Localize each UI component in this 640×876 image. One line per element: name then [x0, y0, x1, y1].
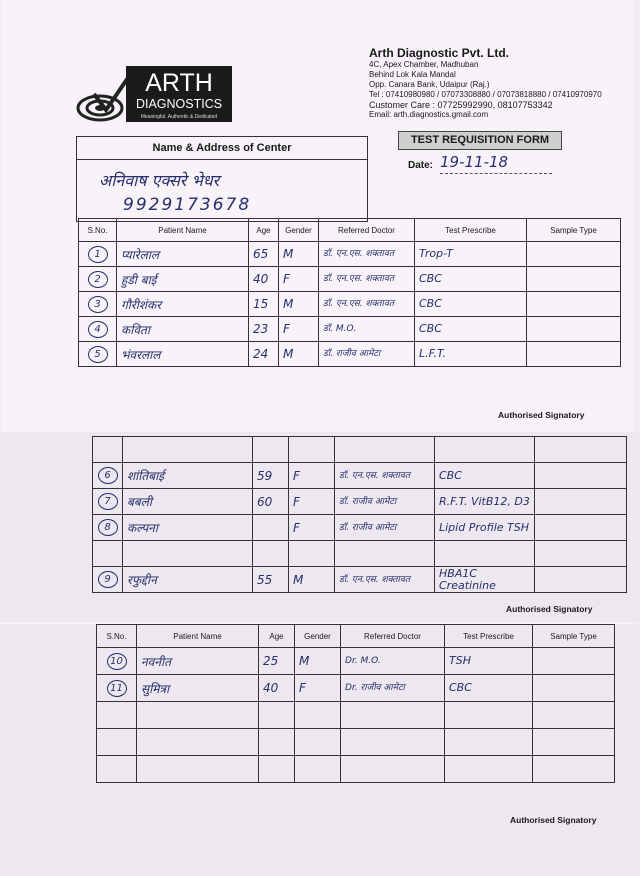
value-referred-doctor: डॉ. एन.एस. शक्तावत [323, 249, 395, 259]
cell-sno [97, 702, 137, 729]
cell-sample-type [535, 515, 627, 541]
header-sno: S.No. [97, 625, 137, 648]
value-age: 65 [253, 247, 269, 261]
value-sno: 5 [88, 346, 108, 363]
table-row [79, 242, 621, 267]
value-age: 59 [257, 468, 273, 483]
header-gender: Gender [279, 219, 319, 242]
value-sno: 11 [107, 680, 127, 697]
value-sno: 7 [98, 493, 118, 510]
cell-gender [279, 267, 319, 292]
cell-gender [295, 648, 341, 675]
header-age: Age [249, 219, 279, 242]
cell-referred-doctor [341, 648, 445, 675]
value-patient-name: हुडी बाई [121, 272, 157, 287]
authorised-signatory-1: Authorised Signatory [498, 410, 585, 420]
value-test-prescribe: R.F.T. VitB12, D3 [439, 494, 530, 508]
value-sno: 3 [88, 296, 108, 313]
value-referred-doctor: डॉ. एन.एस. शक्तावत [339, 470, 411, 481]
patient-table-2 [92, 436, 627, 593]
value-age: 40 [253, 272, 269, 286]
value-referred-doctor: डॉ. राजीव आमेटा [323, 349, 381, 359]
cell-test-prescribe [415, 242, 527, 267]
cell-gender [279, 292, 319, 317]
cell-gender [289, 437, 335, 463]
cell-patient-name [123, 541, 253, 567]
table-row [93, 541, 627, 567]
value-gender: F [293, 520, 300, 535]
value-patient-name: गौरीशंकर [121, 297, 162, 312]
cell-test-prescribe [415, 292, 527, 317]
cell-patient-name [123, 437, 253, 463]
center-name: अनिवाष एक्सरे भेधर [99, 171, 220, 190]
cell-patient-name [137, 648, 259, 675]
value-referred-doctor: डॉ. M.O. [323, 324, 357, 334]
center-phone: 9929173678 [123, 195, 252, 215]
table-row [93, 515, 627, 541]
cell-referred-doctor [319, 242, 415, 267]
cell-sample-type [533, 702, 615, 729]
value-sno: 8 [98, 519, 118, 536]
cell-sample-type [533, 729, 615, 756]
date-underline [440, 173, 552, 174]
arth-logo [76, 64, 236, 126]
cell-sample-type [533, 675, 615, 702]
cell-age [253, 541, 289, 567]
value-gender: M [283, 297, 294, 311]
value-patient-name: कल्पना [127, 521, 158, 535]
cell-gender [289, 567, 335, 593]
email: Email: arth.diagnostics.gmail.com [369, 110, 489, 119]
address-line-3: Opp. Canara Bank, Udaipur (Raj.) [369, 80, 490, 89]
value-sno: 4 [88, 321, 108, 338]
form-title: TEST REQUISITION FORM [398, 131, 562, 150]
cell-age [249, 292, 279, 317]
cell-patient-name [123, 463, 253, 489]
cell-age [253, 437, 289, 463]
value-referred-doctor: डॉ. राजीव आमेटा [339, 496, 397, 507]
cell-sample-type [527, 242, 621, 267]
value-patient-name: भंवरलाल [121, 347, 161, 362]
cell-sample-type [527, 342, 621, 367]
cell-sno [79, 242, 117, 267]
value-referred-doctor: डॉ. एन.एस. शक्तावत [323, 274, 395, 284]
cell-age [249, 317, 279, 342]
cell-gender [295, 756, 341, 783]
cell-referred-doctor [341, 729, 445, 756]
cell-patient-name [123, 489, 253, 515]
header-patient-name: Patient Name [137, 625, 259, 648]
cell-age [253, 463, 289, 489]
value-age: 40 [263, 681, 279, 695]
cell-gender [279, 317, 319, 342]
cell-patient-name [137, 702, 259, 729]
cell-referred-doctor [335, 437, 435, 463]
header-patient-name: Patient Name [117, 219, 249, 242]
table-row [97, 675, 615, 702]
cell-age [249, 242, 279, 267]
cell-age [259, 675, 295, 702]
cell-patient-name [137, 729, 259, 756]
cell-test-prescribe [435, 515, 535, 541]
cell-patient-name [137, 675, 259, 702]
value-test-prescribe: CBC [449, 681, 472, 694]
cell-sno [79, 292, 117, 317]
cell-test-prescribe [445, 729, 533, 756]
cell-patient-name [137, 756, 259, 783]
cell-gender [289, 463, 335, 489]
value-patient-name: प्यारेलाल [121, 247, 159, 262]
value-gender: M [299, 654, 310, 668]
header-referred-doctor: Referred Doctor [319, 219, 415, 242]
table-row [97, 648, 615, 675]
cell-gender [295, 702, 341, 729]
value-test-prescribe: CBC [419, 297, 442, 310]
header-age: Age [259, 625, 295, 648]
value-referred-doctor: डॉ. एन.एस. शक्तावत [339, 574, 411, 585]
cell-patient-name [117, 267, 249, 292]
value-gender: F [283, 272, 290, 286]
cell-referred-doctor [335, 515, 435, 541]
table-row [79, 292, 621, 317]
value-test-prescribe: Trop-T [419, 247, 453, 260]
cell-sample-type [535, 463, 627, 489]
cell-test-prescribe [435, 437, 535, 463]
value-sno: 2 [88, 271, 108, 288]
authorised-signatory-2: Authorised Signatory [506, 604, 593, 614]
address-line-2: Behind Lok Kala Mandal [369, 70, 456, 79]
value-referred-doctor: डॉ. एन.एस. शक्तावत [323, 299, 395, 309]
value-referred-doctor: Dr. राजीव आमेटा [345, 683, 405, 693]
cell-gender [289, 515, 335, 541]
cell-sample-type [533, 756, 615, 783]
cell-sample-type [535, 567, 627, 593]
header-gender: Gender [295, 625, 341, 648]
logo-tagline: Meaningful, Authentic & Dedicated [140, 114, 218, 120]
cell-referred-doctor [319, 342, 415, 367]
cell-test-prescribe [445, 756, 533, 783]
cell-gender [295, 675, 341, 702]
value-gender: F [293, 494, 300, 509]
cell-test-prescribe [435, 463, 535, 489]
cell-referred-doctor [341, 702, 445, 729]
cell-referred-doctor [335, 463, 435, 489]
cell-age [259, 756, 295, 783]
company-details [369, 46, 634, 120]
cell-sample-type [527, 292, 621, 317]
value-gender: F [293, 468, 300, 483]
header-referred-doctor: Referred Doctor [341, 625, 445, 648]
value-gender: F [299, 681, 306, 695]
cell-gender [295, 729, 341, 756]
patient-table-3 [96, 624, 615, 783]
cell-patient-name [117, 292, 249, 317]
cell-sno [93, 463, 123, 489]
cell-age [253, 567, 289, 593]
cell-test-prescribe [445, 675, 533, 702]
table-row [79, 317, 621, 342]
center-box [76, 136, 368, 222]
header-sample-type: Sample Type [527, 219, 621, 242]
cell-referred-doctor [335, 541, 435, 567]
value-test-prescribe: HBA1C Creatinine [439, 566, 496, 592]
company-name: Arth Diagnostic Pvt. Ltd. [369, 46, 510, 60]
value-age: 55 [257, 572, 273, 587]
cell-patient-name [117, 342, 249, 367]
cell-referred-doctor [335, 567, 435, 593]
cell-sno [79, 317, 117, 342]
cell-sno [93, 541, 123, 567]
logo-word: ARTH [145, 69, 213, 97]
table-row [97, 729, 615, 756]
cell-age [253, 489, 289, 515]
value-patient-name: रफुद्दीन [127, 573, 157, 587]
cell-sno [93, 489, 123, 515]
cell-referred-doctor [341, 675, 445, 702]
cell-sno [97, 756, 137, 783]
table-row [93, 463, 627, 489]
date-label: Date: [408, 160, 434, 171]
cell-age [259, 648, 295, 675]
value-sno: 6 [98, 467, 118, 484]
cell-age [249, 267, 279, 292]
value-referred-doctor: डॉ. राजीव आमेटा [339, 522, 397, 533]
customer-care: Customer Care : 07725992990, 08107753342 [369, 100, 553, 110]
cell-gender [289, 489, 335, 515]
cell-referred-doctor [319, 267, 415, 292]
cell-sno [97, 675, 137, 702]
value-sno: 1 [88, 246, 108, 263]
header-test-prescribe: Test Prescribe [415, 219, 527, 242]
table-row [93, 567, 627, 593]
cell-sno [93, 437, 123, 463]
value-test-prescribe: CBC [419, 272, 442, 285]
header-test-prescribe: Test Prescribe [445, 625, 533, 648]
cell-sample-type [535, 437, 627, 463]
cell-sample-type [527, 267, 621, 292]
value-test-prescribe: CBC [419, 322, 442, 335]
cell-referred-doctor [335, 489, 435, 515]
table-row [79, 267, 621, 292]
value-age: 24 [253, 347, 269, 361]
header-sno: S.No. [79, 219, 117, 242]
table-row [79, 342, 621, 367]
center-heading: Name & Address of Center [77, 137, 367, 160]
cell-test-prescribe [415, 317, 527, 342]
header-sample-type: Sample Type [533, 625, 615, 648]
cell-sno [97, 729, 137, 756]
value-gender: M [283, 247, 294, 261]
cell-sno [79, 267, 117, 292]
cell-gender [279, 242, 319, 267]
cell-age [249, 342, 279, 367]
value-age: 60 [257, 494, 273, 509]
cell-sno [79, 342, 117, 367]
address-line-1: 4C, Apex Chamber, Madhuban [369, 60, 479, 69]
value-age: 23 [253, 322, 269, 336]
cell-test-prescribe [435, 541, 535, 567]
value-test-prescribe: Lipid Profile TSH [439, 520, 529, 534]
cell-sno [93, 515, 123, 541]
authorised-signatory-3: Authorised Signatory [510, 815, 597, 825]
value-patient-name: बबली [127, 495, 152, 509]
cell-referred-doctor [319, 317, 415, 342]
value-test-prescribe: L.F.T. [419, 347, 446, 360]
cell-sno [97, 648, 137, 675]
telephone: Tel : 07410980980 / 07073308880 / 07073818880 / 07410970970 [369, 90, 602, 99]
cell-sno [93, 567, 123, 593]
table-row [93, 489, 627, 515]
cell-patient-name [123, 567, 253, 593]
logo-sub: DIAGNOSTICS [135, 97, 223, 111]
value-referred-doctor: Dr. M.O. [345, 656, 381, 666]
value-gender: M [293, 572, 304, 587]
value-sno: 10 [107, 653, 127, 670]
cell-test-prescribe [415, 267, 527, 292]
cell-gender [289, 541, 335, 567]
cell-patient-name [123, 515, 253, 541]
value-sno: 9 [98, 571, 118, 588]
value-patient-name: नवनीत [141, 654, 171, 669]
value-test-prescribe: CBC [439, 468, 462, 482]
table-row [93, 437, 627, 463]
cell-age [259, 702, 295, 729]
value-gender: F [283, 322, 290, 336]
cell-sample-type [535, 489, 627, 515]
cell-sample-type [533, 648, 615, 675]
cell-sample-type [527, 317, 621, 342]
cell-gender [279, 342, 319, 367]
cell-patient-name [117, 242, 249, 267]
cell-test-prescribe [435, 489, 535, 515]
value-test-prescribe: TSH [449, 654, 471, 667]
cell-referred-doctor [319, 292, 415, 317]
value-patient-name: कविता [121, 322, 150, 337]
cell-test-prescribe [445, 648, 533, 675]
cell-referred-doctor [341, 756, 445, 783]
value-age: 15 [253, 297, 269, 311]
cell-patient-name [117, 317, 249, 342]
cell-test-prescribe [435, 567, 535, 593]
value-patient-name: शांतिबाई [127, 469, 165, 483]
value-age: 25 [263, 654, 279, 668]
cell-sample-type [535, 541, 627, 567]
cell-age [253, 515, 289, 541]
cell-test-prescribe [445, 702, 533, 729]
table-row [97, 756, 615, 783]
date-value: 19-11-18 [440, 153, 509, 171]
table-row [97, 702, 615, 729]
patient-table-1 [78, 218, 621, 367]
value-gender: M [283, 347, 294, 361]
cell-age [259, 729, 295, 756]
value-patient-name: सुमित्रा [141, 681, 170, 696]
cell-test-prescribe [415, 342, 527, 367]
